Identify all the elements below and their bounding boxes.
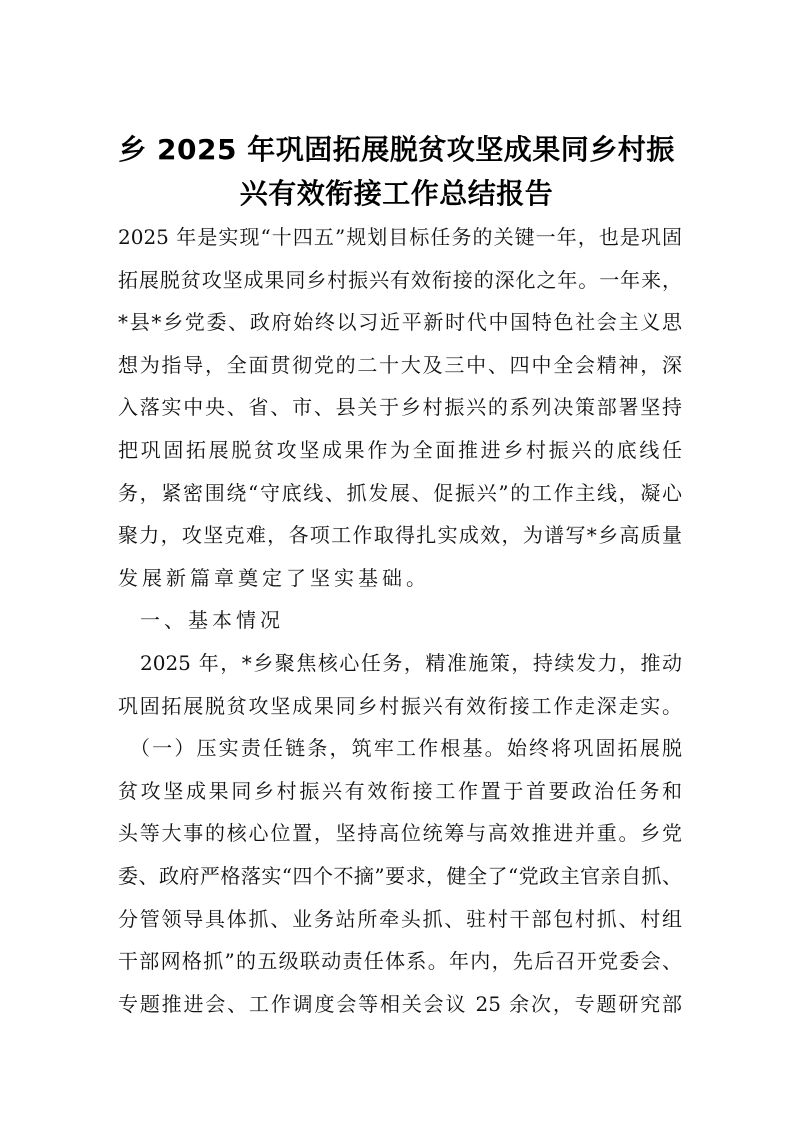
text-line: 入落实中央、省、市、县关于乡村振兴的系列决策部署坚持 [118, 395, 682, 420]
section-heading [118, 605, 682, 648]
text-line: 聚力，攻坚克难，各项工作取得扎实成效，为谱写*乡高质量 [118, 523, 682, 548]
text-line: 委、政府严格落实“四个不摘”要求，健全了“党政主官亲自抓、 [118, 863, 682, 888]
paragraph-intro [118, 222, 682, 605]
text-line: 头等大事的核心位置，坚持高位统筹与高效推进并重。乡党 [118, 821, 682, 846]
paragraph-overview [118, 648, 682, 733]
text-line: 务，紧密围绕“守底线、抓发展、促振兴”的工作主线，凝心 [118, 480, 682, 505]
text-line: 2025 年是实现“十四五”规划目标任务的关键一年，也是巩固 [118, 225, 682, 249]
document-title-line-1: 乡 2025 年巩固拓展脱贫攻坚成果同乡村振 [118, 133, 675, 166]
document-body [118, 222, 682, 1031]
text-line: 专题推进会、工作调度会等相关会议 25 余次，专题研究部 [118, 991, 682, 1016]
text-line: 拓展脱贫攻坚成果同乡村振兴有效衔接的深化之年。一年来， [118, 267, 682, 292]
text-line: （一）压实责任链条，筑牢工作根基。始终将巩固拓展脱 [130, 736, 682, 761]
document-title-line-2: 兴有效衔接工作总结报告 [239, 177, 554, 210]
text-line: 2025 年，*乡聚焦核心任务，精准施策，持续发力，推动 [140, 650, 682, 675]
text-line: 巩固拓展脱贫攻坚成果同乡村振兴有效衔接工作走深走实。 [118, 693, 682, 718]
text-line: 想为指导，全面贯彻党的二十大及三中、四中全会精神，深 [118, 352, 682, 377]
paragraph-responsibility [118, 733, 682, 1031]
text-line: 干部网格抓”的五级联动责任体系。年内，先后召开党委会、 [118, 949, 682, 974]
text-line: 把巩固拓展脱贫攻坚成果作为全面推进乡村振兴的底线任 [118, 437, 682, 462]
heading-basic-situation: 一、基本情况 [140, 608, 284, 633]
text-line: *县*乡党委、政府始终以习近平新时代中国特色社会主义思 [118, 310, 682, 335]
text-line: 分管领导具体抓、业务站所牵头抓、驻村干部包村抓、村组 [118, 906, 682, 931]
text-line: 贫攻坚成果同乡村振兴有效衔接工作置于首要政治任务和 [118, 778, 682, 803]
text-line: 发展新篇章奠定了坚实基础。 [118, 565, 430, 590]
